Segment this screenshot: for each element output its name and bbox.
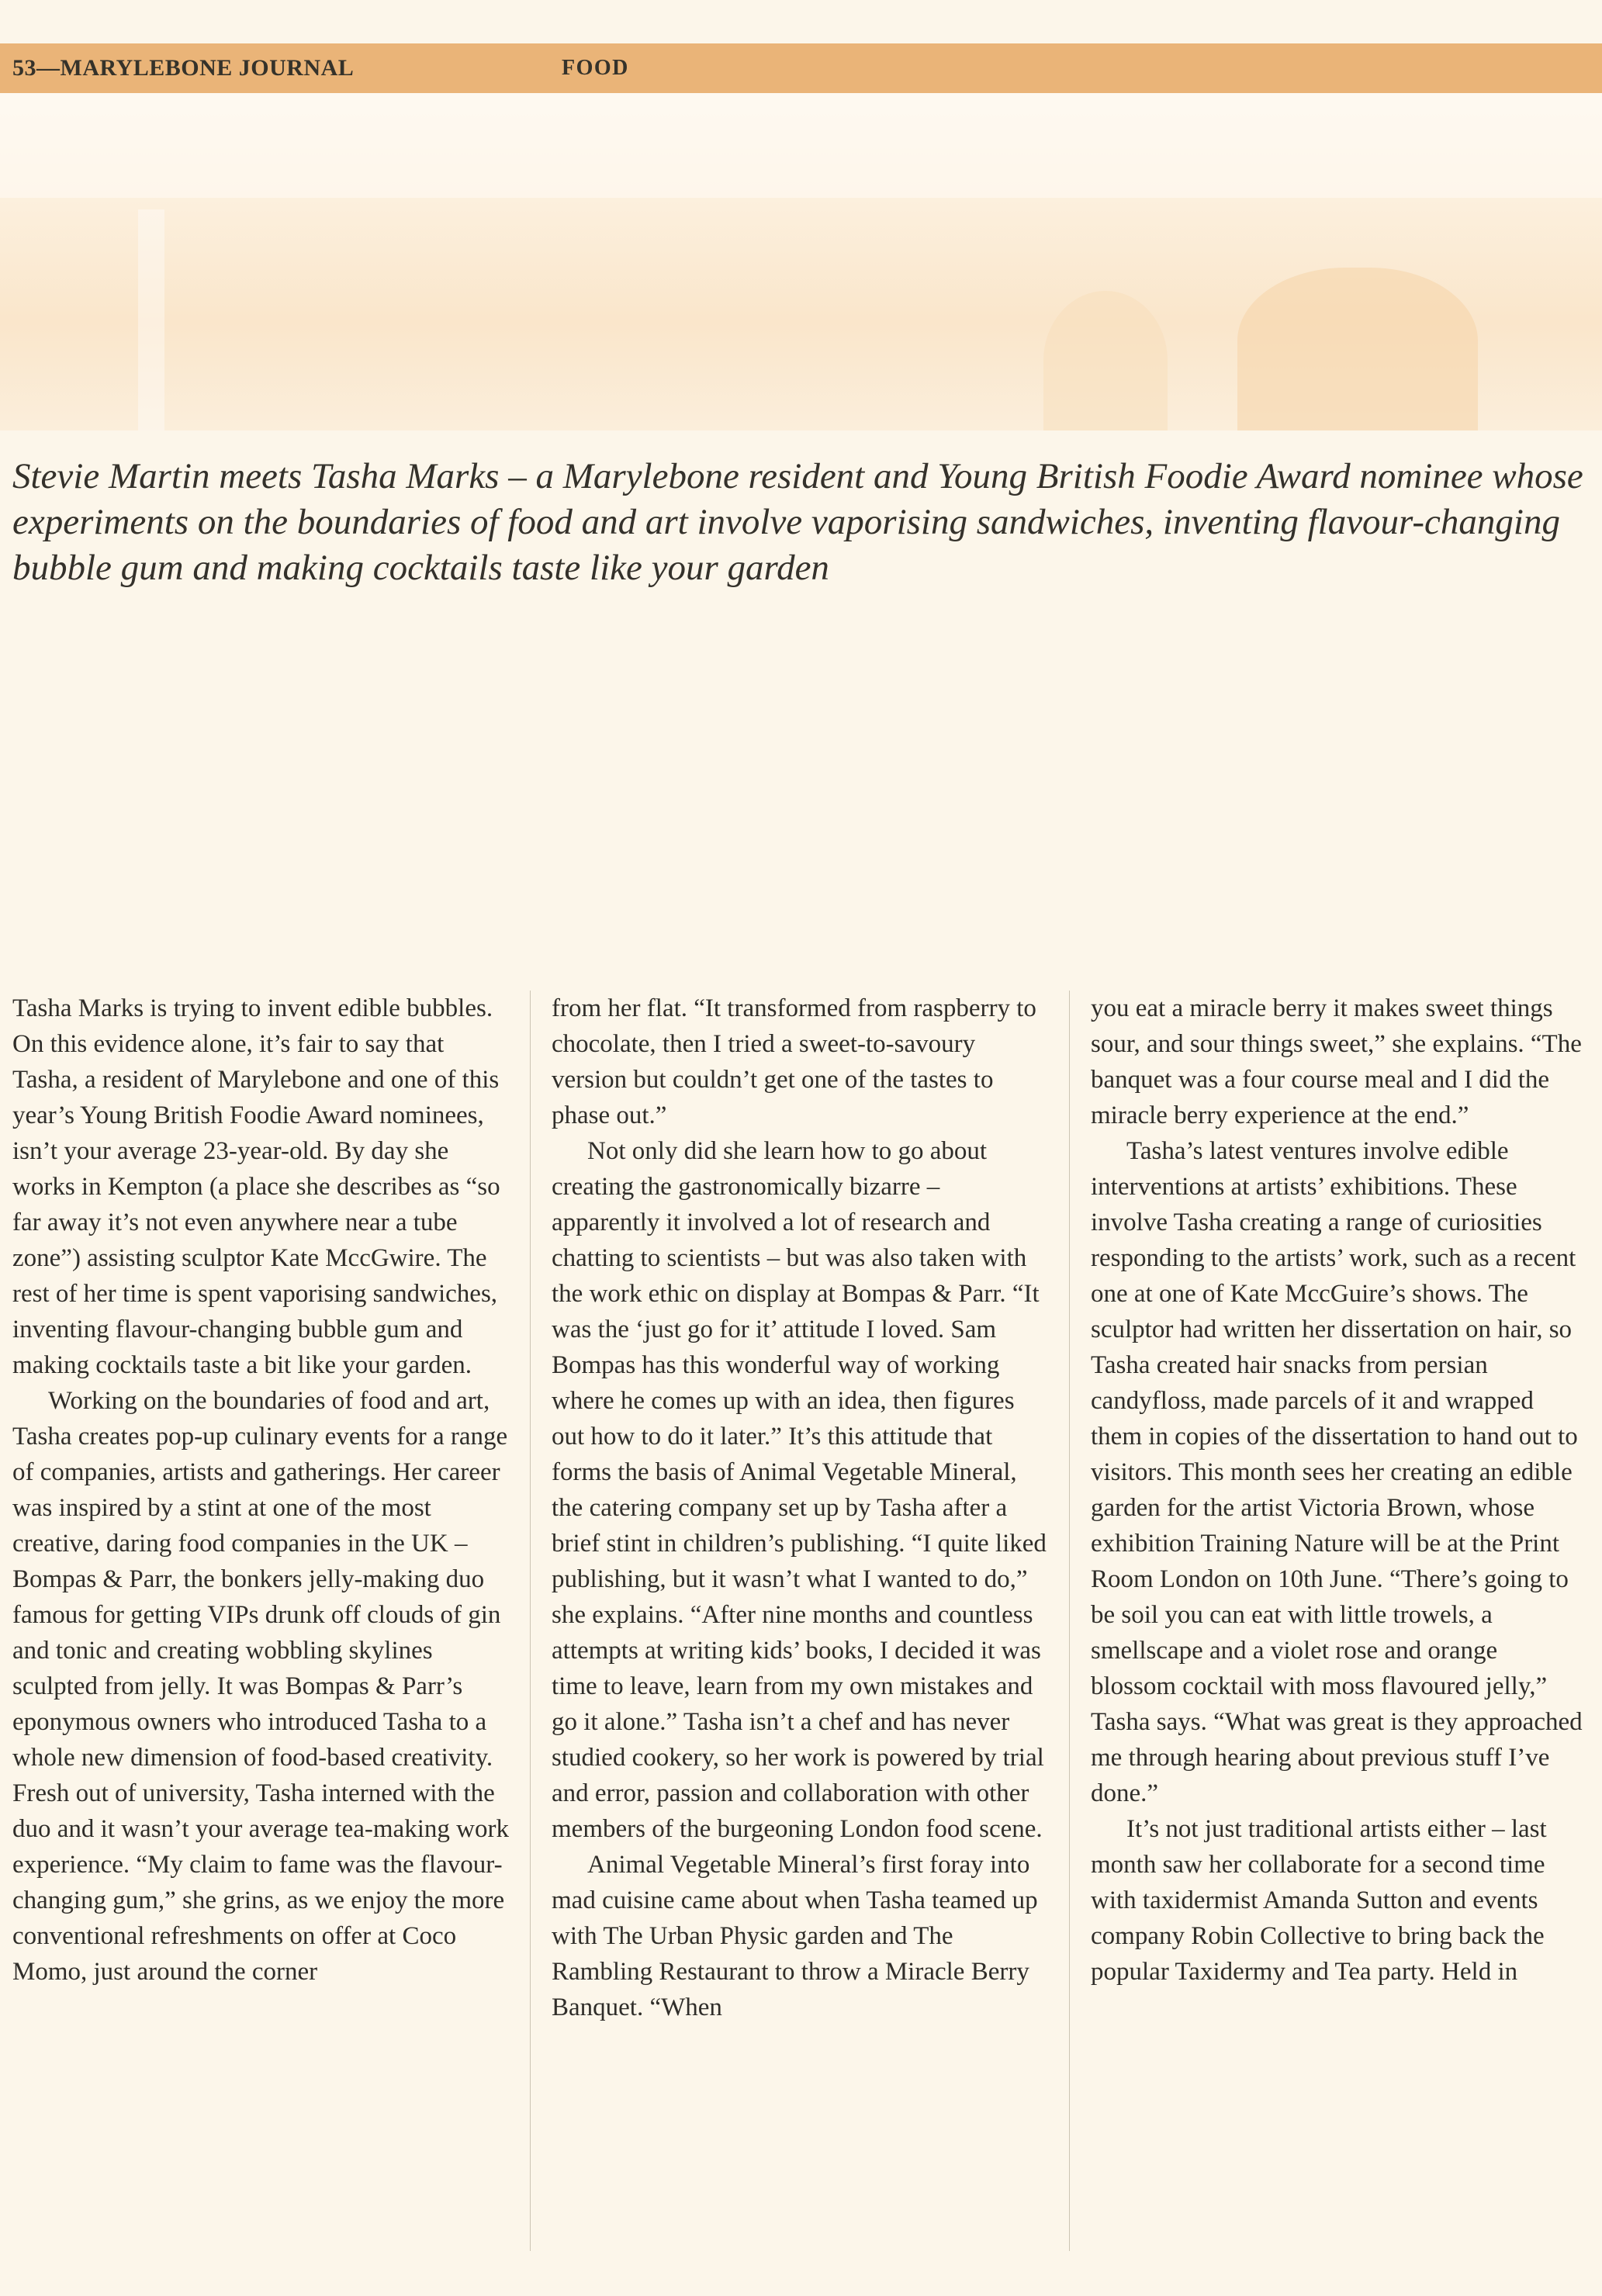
photo-whitespace xyxy=(0,591,1602,991)
paragraph: you eat a miracle berry it makes sweet things sour, and sour things sweet,” she explains. “The banquet was a four course meal and I did the miracle berry experience at the end.” xyxy=(1091,994,1582,1129)
hero-faded-shape xyxy=(1043,291,1168,430)
hero-faded-shape xyxy=(1237,268,1478,430)
paragraph: It’s not just traditional artists either – last month saw her collaborate for a second time with taxidermist Amanda Sutton and events company Robin Collective to bring back the popular Taxidermy and Tea party. Held in xyxy=(1091,1815,1547,1986)
standfirst: Stevie Martin meets Tasha Marks – a Marylebone resident and Young British Foodie Award nominee whose experiments on the boundaries of food and art involve vaporising sandwiches, inventing flavour-changing bubble gum and making cocktails taste like your garden xyxy=(12,456,1583,588)
page-number-title: 53—MARYLEBONE JOURNAL xyxy=(12,55,355,81)
paragraph: Tasha Marks is trying to invent edible bubbles. On this evidence alone, it’s fair to say that Tasha, a resident of Marylebone and one of this year’s Young British Foodie Award nominees, isn’t your average 23-year-old. By day she works in Kempton (a place she describes as “so far away it’s not even anywhere near a tube zone”) assisting sculptor Kate MccGwire. The rest of her time is spent vaporising sandwiches, inventing flavour-changing bubble gum and making cocktails taste a bit like your garden. xyxy=(12,994,500,1379)
column-divider xyxy=(1069,991,1070,2251)
section-label: FOOD xyxy=(562,56,629,80)
article-column-3 xyxy=(1091,991,1587,2251)
hero-highlight-band xyxy=(0,93,1602,198)
article-column-2 xyxy=(552,991,1048,2251)
paragraph: Not only did she learn how to go about creating the gastronomically bizarre – apparently it involved a lot of research and chatting to scientists – but was also taken with the work ethic on display at Bompas & Parr. “It was the ‘just go for it’ attitude I loved. Sam Bompas has this wonderful way of working where he comes up with an idea, then figures out how to do it later.” It’s this attitude that forms the basis of Animal Vegetable Mineral, the catering company set up by Tasha after a brief stint in children’s publishing. “I quite liked publishing, but it wasn’t what I wanted to do,” she explains. “After nine months and countless attempts at writing kids’ books, I decided it was time to leave, learn from my own mistakes and go it alone.” Tasha isn’t a chef and has never studied cookery, so her work is powered by trial and error, passion and collaboration with other members of the burgeoning London food scene. xyxy=(552,1137,1047,1843)
paragraph: Animal Vegetable Mineral’s first foray into mad cuisine came about when Tasha teamed up with The Urban Physic garden and The Rambling Restaurant to throw a Miracle Berry Banquet. “When xyxy=(552,1851,1038,2021)
article-column-1 xyxy=(12,991,509,2251)
page-header xyxy=(0,43,1602,93)
hero-light-strip xyxy=(138,209,164,430)
magazine-page xyxy=(0,43,1602,2296)
column-divider xyxy=(530,991,531,2251)
paragraph: Tasha’s latest ventures involve edible interventions at artists’ exhibitions. These involve Tasha creating a range of curiosities responding to the artists’ work, such as a recent one at one of Kate MccGuire’s shows. The sculptor had written her dissertation on hair, so Tasha created hair snacks from persian candyfloss, made parcels of it and wrapped them in copies of the dissertation to hand out to visitors. This month sees her creating an edible garden for the artist Victoria Brown, whose exhibition Training Nature will be at the Print Room London on 10th June. “There’s going to be soil you can eat with little trowels, a smellscape and a violet rose and orange blossom cocktail with moss flavoured jelly,” Tasha says. “What was great is they approached me through hearing about previous stuff I’ve done.” xyxy=(1091,1137,1583,1807)
paragraph: Working on the boundaries of food and art, Tasha creates pop-up culinary events for a range of companies, artists and gatherings. Her career was inspired by a stint at one of the most creative, daring food companies in the UK – Bompas & Parr, the bonkers jelly-making duo famous for getting VIPs drunk off clouds of gin and tonic and creating wobbling skylines sculpted from jelly. It was Bompas & Parr’s eponymous owners who introduced Tasha to a whole new dimension of food-based creativity. Fresh out of university, Tasha interned with the duo and it wasn’t your average tea-making work experience. “My claim to fame was the flavour-changing gum,” she grins, as we enjoy the more conventional refreshments on offer at Coco Momo, just around the corner xyxy=(12,1387,509,1986)
hero-image xyxy=(0,93,1602,430)
article-columns xyxy=(0,991,1602,2251)
paragraph: from her flat. “It transformed from raspberry to chocolate, then I tried a sweet-to-savoury version but couldn’t get one of the tastes to phase out.” xyxy=(552,994,1036,1129)
